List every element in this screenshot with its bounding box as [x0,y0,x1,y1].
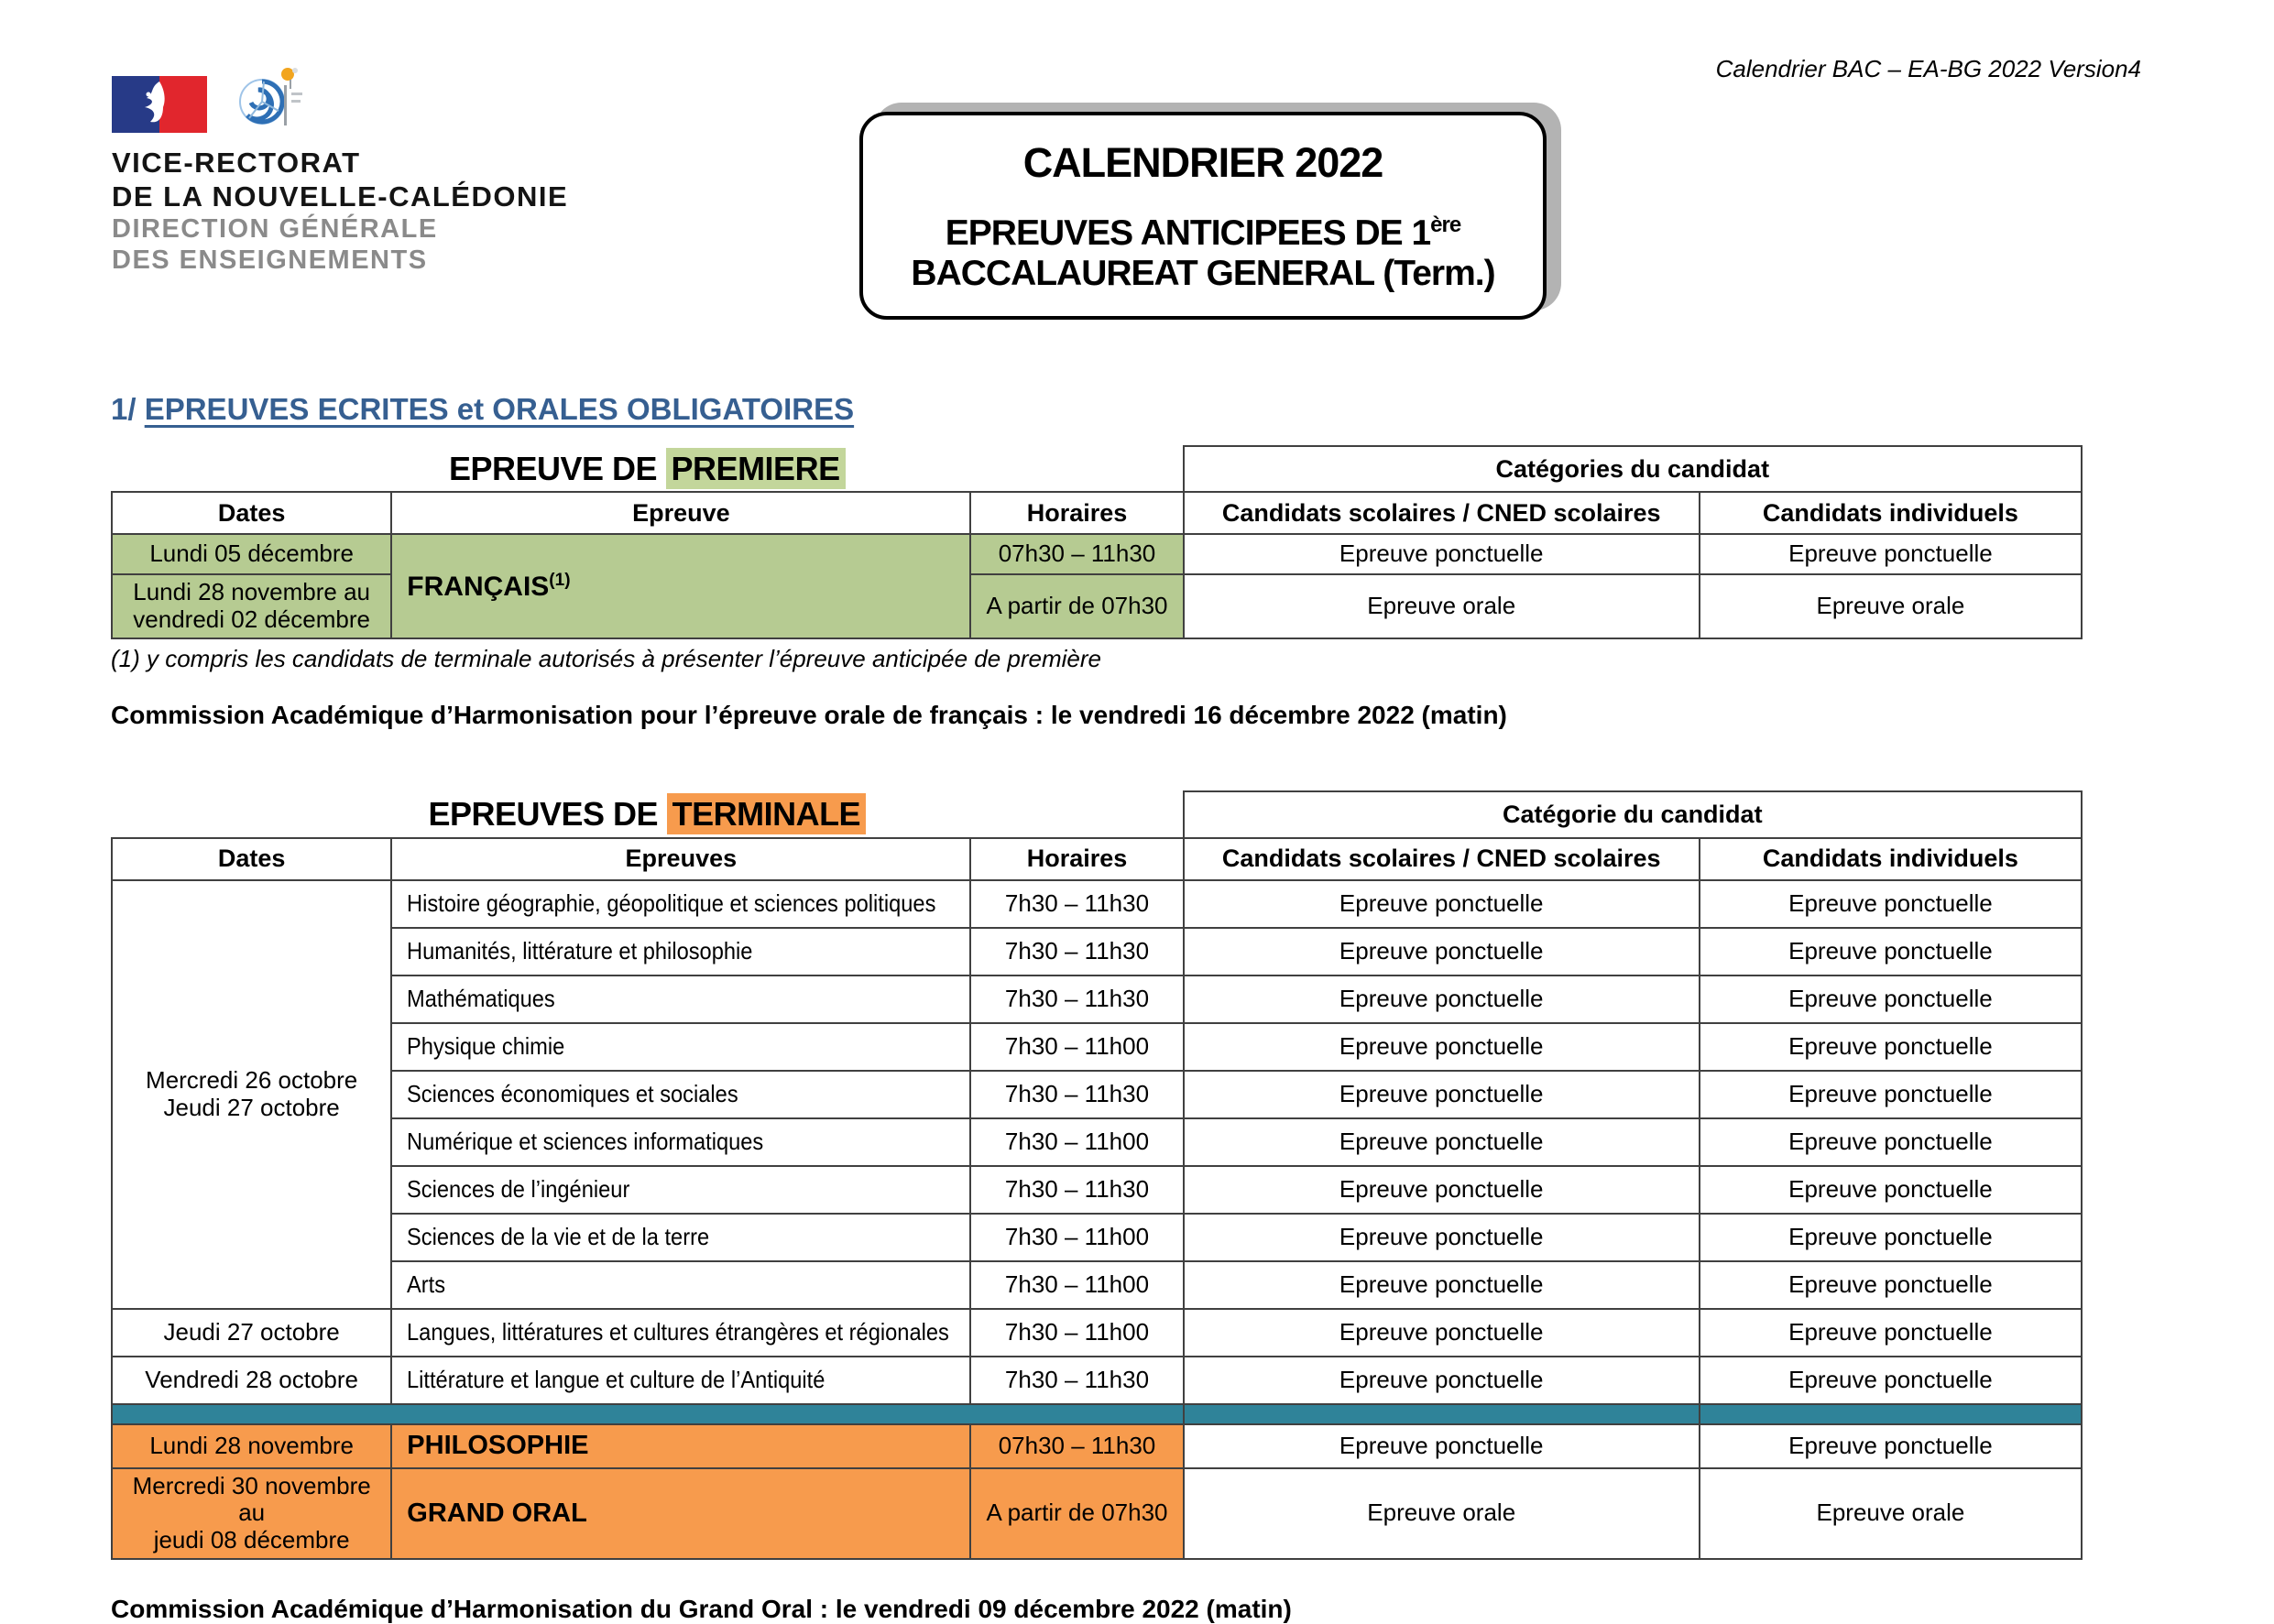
org-name-line3: DIRECTION GÉNÉRALE [112,214,438,245]
calendar-title: CALENDRIER 2022 [1022,139,1383,186]
section-title: EPREUVES ECRITES et ORALES OBLIGATOIRES [144,392,855,426]
table-row [112,928,2082,975]
epreuve-cell: Langues, littératures et cultures étrangères et régionales [391,1309,970,1357]
org-name-line2: DE LA NOUVELLE-CALÉDONIE [112,180,569,213]
premiere-title-row [112,446,2082,492]
scolaires-cell: Epreuve ponctuelle [1184,1071,1700,1118]
individuels-cell: Epreuve ponctuelle [1700,1357,2082,1404]
org-name-line4: DES ENSEIGNEMENTS [112,245,428,276]
individuels-cell: Epreuve ponctuelle [1700,1424,2082,1468]
col-header-dates: Dates [112,838,391,880]
section-heading [111,392,2083,427]
individuels-cell: Epreuve ponctuelle [1700,928,2082,975]
premiere-highlight: PREMIERE [666,448,846,489]
horaire-cell: 7h30 – 11h30 [970,1357,1183,1404]
scolaires-cell: Epreuve orale [1184,1468,1700,1560]
individuels-cell: Epreuve ponctuelle [1700,1118,2082,1166]
section-number: 1/ [111,392,137,426]
horaire-cell: 07h30 – 11h30 [970,1424,1183,1468]
individuels-cell: Epreuve ponctuelle [1700,1023,2082,1071]
individuels-cell: Epreuve ponctuelle [1700,1261,2082,1309]
epreuve-cell: Sciences de la vie et de la terre [391,1214,970,1261]
col-header-scolaires: Candidats scolaires / CNED scolaires [1184,838,1700,880]
commission-francais: Commission Académique d’Harmonisation pour l’épreuve orale de français : le vendredi 16 décembre 2022 (matin) [111,701,1507,730]
horaire-cell: 7h30 – 11h00 [970,1023,1183,1071]
horaire-cell: 07h30 – 11h30 [970,534,1183,574]
epreuve-cell: Mathématiques [391,975,970,1023]
table-row [112,1468,2082,1560]
epreuve-cell: Numérique et sciences informatiques [391,1118,970,1166]
epreuve-cell: Physique chimie [391,1023,970,1071]
date-cell: Jeudi 27 octobre [112,1309,391,1357]
col-header-horaires: Horaires [970,492,1183,534]
date-cell: Vendredi 28 octobre [112,1357,391,1404]
table-row [112,1261,2082,1309]
horaire-cell: 7h30 – 11h00 [970,1214,1183,1261]
date-group-cell: Mercredi 26 octobre Jeudi 27 octobre [112,880,391,1309]
separator-row [112,1404,2082,1424]
scolaires-cell: Epreuve ponctuelle [1184,1118,1700,1166]
scolaires-cell: Epreuve ponctuelle [1184,534,1700,574]
calendar-subtitle-line1: EPREUVES ANTICIPEES DE 1ère [945,213,1461,253]
table-row [112,1071,2082,1118]
terminale-category-header: Catégorie du candidat [1184,791,2082,837]
date-cell: Mercredi 30 novembre au jeudi 08 décembre [112,1468,391,1560]
calendar-subtitle-line2: BACCALAUREAT GENERAL (Term.) [911,254,1495,293]
date-cell: Lundi 28 novembre au vendredi 02 décembre [112,574,391,638]
horaire-cell: 7h30 – 11h00 [970,1261,1183,1309]
table-row [112,1118,2082,1166]
individuels-cell: Epreuve ponctuelle [1700,1071,2082,1118]
col-header-horaires: Horaires [970,838,1183,880]
epreuve-cell: Littérature et langue et culture de l’Antiquité [391,1357,970,1404]
horaire-cell: 7h30 – 11h30 [970,1166,1183,1214]
separator-cell [1700,1404,2082,1424]
scolaires-cell: Epreuve ponctuelle [1184,1424,1700,1468]
epreuve-cell: GRAND ORAL [391,1468,970,1560]
individuels-cell: Epreuve ponctuelle [1700,1166,2082,1214]
table-row [112,1214,2082,1261]
scolaires-cell: Epreuve orale [1184,574,1700,638]
premiere-category-header: Catégories du candidat [1184,446,2082,492]
individuels-cell: Epreuve ponctuelle [1700,1214,2082,1261]
individuels-cell: Epreuve ponctuelle [1700,975,2082,1023]
scolaires-cell: Epreuve ponctuelle [1184,880,1700,928]
separator-cell [1184,1404,1700,1424]
epreuve-cell: Sciences de l’ingénieur [391,1166,970,1214]
terminale-table-title: EPREUVES DE TERMINALE [112,791,1184,837]
epreuve-cell: FRANÇAIS$^{(1)}$ [391,534,970,638]
horaire-cell: 7h30 – 11h30 [970,928,1183,975]
version-note: Calendrier BAC – EA-BG 2022 Version4 [1715,55,2141,82]
org-name-line1: VICE-RECTORAT [112,147,361,179]
scolaires-cell: Epreuve ponctuelle [1184,1357,1700,1404]
epreuve-cell: PHILOSOPHIE [391,1424,970,1468]
col-header-individuels: Candidats individuels [1700,492,2082,534]
horaire-cell: 7h30 – 11h30 [970,880,1183,928]
premiere-header-row [112,492,2082,534]
individuels-cell: Epreuve orale [1700,1468,2082,1560]
table-row [112,1309,2082,1357]
scolaires-cell: Epreuve ponctuelle [1184,1261,1700,1309]
table-row [112,1166,2082,1214]
epreuve-cell: Arts [391,1261,970,1309]
col-header-epreuve: Epreuve [391,492,970,534]
table-row [112,1023,2082,1071]
table-row [112,1424,2082,1468]
col-header-scolaires: Candidats scolaires / CNED scolaires [1184,492,1700,534]
separator-cell [112,1404,1184,1424]
table-row [112,534,2082,574]
scolaires-cell: Epreuve ponctuelle [1184,1214,1700,1261]
terminale-title-row [112,791,2082,837]
scolaires-cell: Epreuve ponctuelle [1184,1166,1700,1214]
col-header-dates: Dates [112,492,391,534]
horaire-cell: 7h30 – 11h00 [970,1309,1183,1357]
date-cell: Lundi 05 décembre [112,534,391,574]
date-cell: Lundi 28 novembre [112,1424,391,1468]
scolaires-cell: Epreuve ponctuelle [1184,1023,1700,1071]
epreuve-cell: Sciences économiques et sociales [391,1071,970,1118]
scolaires-cell: Epreuve ponctuelle [1184,975,1700,1023]
individuels-cell: Epreuve ponctuelle [1700,880,2082,928]
col-header-epreuves: Epreuves [391,838,970,880]
table-row [112,1357,2082,1404]
individuels-cell: Epreuve ponctuelle [1700,534,2082,574]
scolaires-cell: Epreuve ponctuelle [1184,1309,1700,1357]
footnote: (1) y compris les candidats de terminale autorisés à présenter l’épreuve anticipée de première [111,645,1101,673]
col-header-individuels: Candidats individuels [1700,838,2082,880]
premiere-table-title: EPREUVE DE PREMIERE [112,446,1184,492]
epreuve-cell: Humanités, littérature et philosophie [391,928,970,975]
horaire-cell: A partir de 07h30 [970,574,1183,638]
terminale-header-row [112,838,2082,880]
epreuve-cell: Histoire géographie, géopolitique et sciences politiques [391,880,970,928]
terminale-table [111,790,2083,1560]
horaire-cell: A partir de 07h30 [970,1468,1183,1560]
document-body [111,0,2083,1624]
horaire-cell: 7h30 – 11h30 [970,1071,1183,1118]
individuels-cell: Epreuve orale [1700,574,2082,638]
horaire-cell: 7h30 – 11h00 [970,1118,1183,1166]
terminale-highlight: TERMINALE [667,793,867,834]
individuels-cell: Epreuve ponctuelle [1700,1309,2082,1357]
horaire-cell: 7h30 – 11h30 [970,975,1183,1023]
table-row [112,880,2082,928]
scolaires-cell: Epreuve ponctuelle [1184,928,1700,975]
premiere-table [111,445,2083,639]
table-row [112,975,2082,1023]
commission-grand-oral: Commission Académique d’Harmonisation du Grand Oral : le vendredi 09 décembre 2022 (matin) [111,1595,1292,1624]
